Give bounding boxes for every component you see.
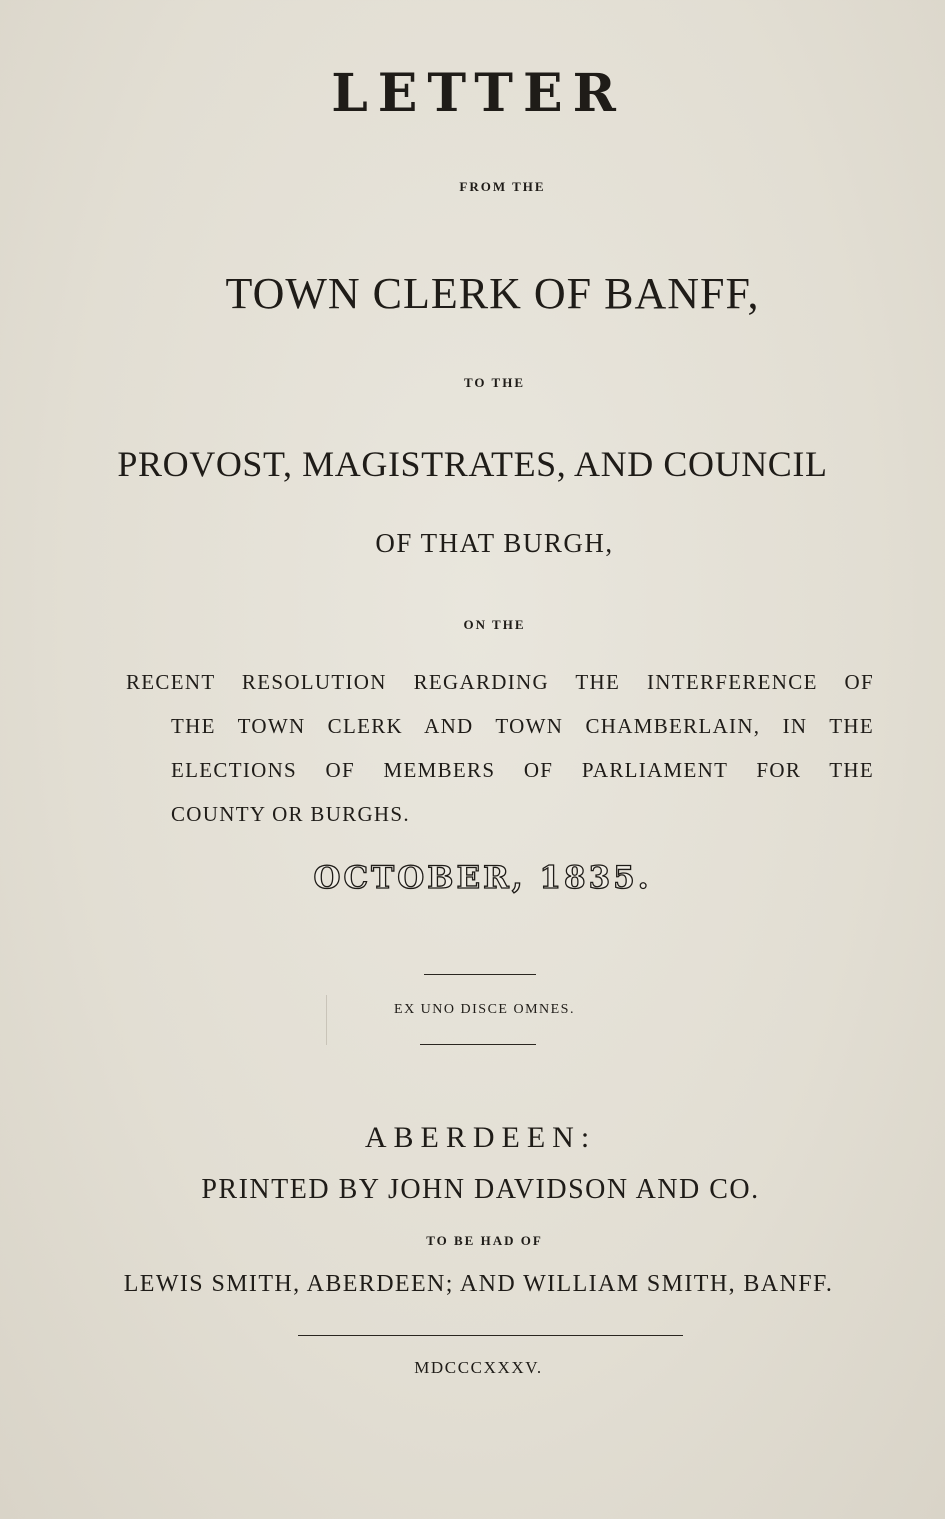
on-line: ON THE: [463, 617, 526, 632]
motto: EX UNO DISCE OMNES.: [394, 1002, 575, 1017]
resolution-line: ELECTIONS OF MEMBERS OF PARLIAMENT FOR THE: [171, 758, 874, 782]
page-crease: [326, 995, 327, 1045]
resolution-text: [126, 660, 874, 836]
divider-rule-bottom: [420, 1044, 536, 1045]
imprint-city: ABERDEEN:: [364, 1121, 597, 1154]
recipients-heading: PROVOST, MAGISTRATES, AND COUNCIL: [117, 444, 828, 484]
resolution-line: THE TOWN CLERK AND TOWN CHAMBERLAIN, IN THE: [171, 714, 874, 738]
imprint-to-be-had: TO BE HAD OF: [426, 1233, 543, 1248]
page-title: LETTER: [331, 63, 626, 124]
publication-date: OCTOBER, 1835.: [313, 860, 652, 896]
resolution-line: COUNTY OR BURGHS.: [171, 802, 410, 826]
to-line: TO THE: [463, 375, 526, 390]
author-heading: TOWN CLERK OF BANFF,: [225, 269, 760, 318]
divider-rule-top: [424, 974, 536, 975]
imprint-rule: [298, 1335, 683, 1336]
recipients-subheading: OF THAT BURGH,: [375, 528, 614, 558]
imprint-printer: PRINTED BY JOHN DAVIDSON AND CO.: [201, 1174, 760, 1205]
from-line: FROM THE: [459, 179, 546, 194]
resolution-line: RECENT RESOLUTION REGARDING THE INTERFERENCE OF: [126, 670, 874, 694]
imprint-sellers: LEWIS SMITH, ABERDEEN; AND WILLIAM SMITH, BANFF.: [123, 1271, 834, 1297]
imprint-year: MDCCCXXXV.: [414, 1358, 543, 1377]
